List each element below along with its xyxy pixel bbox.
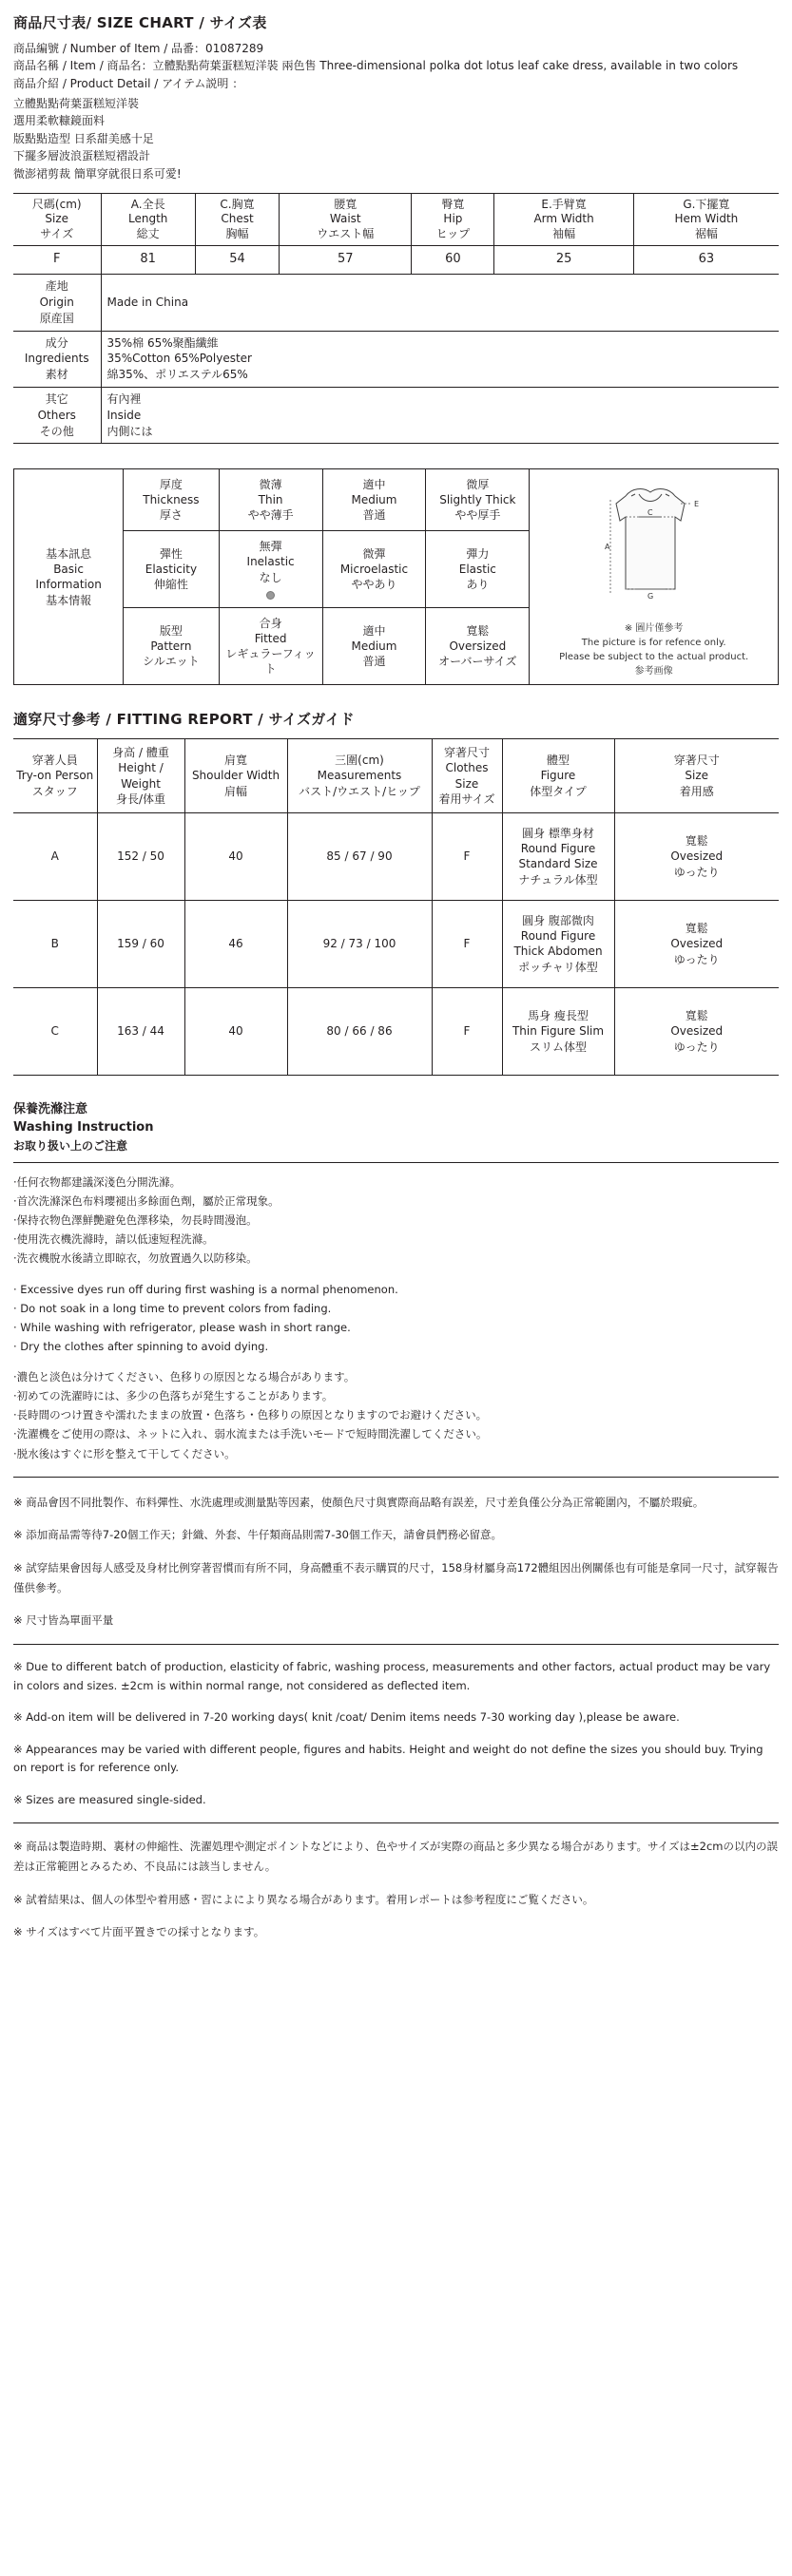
fit-line: 寬鬆 [685,1009,708,1023]
fit-col-measurements [287,739,432,813]
cell-wear-size [614,900,779,987]
opt-jp: あり [466,578,490,592]
washing-en-list [13,1280,779,1357]
fit-line: ゆったり [673,952,720,966]
wash-line: ‧洗衣機脫水後請立即晾衣，勿放置過久以防移染。 [13,1251,258,1266]
note-en: ※ Due to different batch of production, elasticity of fabric, washing process, measurements and other factors, actual product may be vary in colors and sizes. ±2cm is within normal range, not considered as deflected item. [13,1660,771,1692]
opt-jp: やや厚手 [454,508,501,523]
divider [13,1644,779,1645]
label-zh: 產地 [45,279,68,294]
opt-en: Fitted [254,631,287,645]
col-zh: G.下擺寬 [683,197,730,211]
cell-clothes-size: F [432,900,502,987]
table-row [13,900,779,987]
fit-line: ゆったり [673,1040,720,1054]
fit-line: Ovesized [670,937,724,951]
col-zh: 三圍(cm) [335,754,384,768]
col-zh: 尺碼(cm) [31,197,82,211]
note-zh: ※ 添加商品需等待7-20個工作天；針織、外套、牛仔類商品則需7-30個工作天，請會員們務必留意。 [13,1528,502,1542]
table-row [14,469,779,531]
fit-line: Ovesized [670,1024,724,1039]
col-jp: ヒップ [435,226,471,240]
col-jp: 胸幅 [225,226,249,240]
elasticity-option-inelastic[interactable] [219,531,322,608]
table-row [13,987,779,1075]
figure-line: 圓身 標準身材 [522,827,594,841]
cell-person: C [13,987,97,1075]
note-en: ※ Sizes are measured single-sided. [13,1792,206,1806]
note-zh: ※ 試穿結果會因每人感受及身材比例穿著習慣而有所不同，身高體重不表示購買的尺寸，158身材屬身高172體組因出例關係也有可能是拿同一尺寸，試穿報告僅供參考。 [13,1561,779,1594]
detail-line: 立體點點荷葉蛋糕短洋裝 [13,96,140,110]
col-en: Measurements [317,769,402,783]
figure-label-a: A [604,543,610,552]
value-line: 35%Cotton 65%Polyester [106,352,252,366]
divider [13,1822,779,1823]
label-zh: 版型 [159,623,183,638]
col-en: Height / Weight [118,761,164,791]
opt-jp: レギュラーフィット [225,647,316,677]
cell-figure [502,987,614,1075]
cell-person: B [13,900,97,987]
fit-col-clothes-size [432,739,502,813]
figure-line: 馬身 瘦長型 [528,1009,589,1023]
label-en: Pattern [150,639,192,653]
caption-line: The picture is for refence only. [581,638,726,649]
thickness-option-slightly-thick[interactable] [426,469,530,531]
fitting-report-table [13,738,779,1076]
radio-selected-icon [266,591,275,600]
pattern-option-medium[interactable] [322,607,426,685]
fit-line: 寬鬆 [685,922,708,936]
col-en: Try-on Person [16,769,94,783]
col-en: Size [45,212,69,226]
opt-en: Elastic [458,562,496,576]
basic-info-label [14,469,124,685]
thickness-option-thin[interactable] [219,469,322,531]
col-jp: 総丈 [136,226,160,240]
col-en: Shoulder Width [191,769,280,783]
figure-line: Thin Figure Slim [512,1024,605,1039]
size-chart-col-hip [412,193,494,246]
cell-shoulder: 40 [184,812,287,900]
figure-label-e: E [693,500,699,509]
wash-line: ‧保持衣物色澤鮮艷避免色澤移染，勿長時間漫泡。 [13,1213,258,1228]
col-en: Arm Width [533,212,594,226]
col-en: Length [127,212,168,226]
col-en: Hip [443,212,463,226]
cell-clothes-size: F [432,812,502,900]
label-en: Ingredients [24,352,89,366]
figure-caption [537,621,770,678]
divider [13,1477,779,1478]
wash-line: ‧長時間のつけ置きや濡れたままの放置・色落ち・色移りの原因となりますのでお避けください。 [13,1408,488,1422]
label-jp: 伸縮性 [153,578,188,592]
fitting-header-row [13,739,779,813]
opt-en: Slightly Thick [439,493,516,507]
value-line: 綿35%、ポリエステル65% [106,368,248,382]
note-zh: ※ 尺寸皆為單面平量 [13,1613,114,1628]
opt-zh: 寬鬆 [466,623,490,638]
product-meta [13,40,779,93]
cell-size: F [13,246,101,275]
label-en: Origin [39,296,74,310]
cell-height-weight: 152 / 50 [97,812,184,900]
note-zh: ※ 商品會因不同批製作、布料彈性、水洗處理或測量點等因素，使顏色尺寸與實際商品略有誤差，尺寸差負僅公分為正常範圍內，不屬於瑕疵。 [13,1495,705,1509]
fitting-report-title: 適穿尺寸參考 / FITTING REPORT / サイズガイド [13,711,355,729]
cell-chest: 54 [195,246,279,275]
col-en: Waist [329,212,361,226]
label-jp: その他 [39,424,74,438]
wash-line: ‧ Dry the clothes after spinning to avoid dying. [13,1339,269,1353]
basic-information-table [13,468,779,685]
label-en: Elasticity [145,562,198,576]
col-zh: 身高 / 體重 [112,746,169,760]
col-zh: 腰寬 [334,197,357,211]
divider [13,1162,779,1163]
fit-line: Ovesized [670,849,724,864]
col-jp: 着用サイズ [438,792,495,806]
wash-line: ‧首次洗滌深色布料瓔褪出多餘面色劑，屬於正常現象。 [13,1194,280,1209]
origin-label [13,275,101,331]
garment-figure [537,475,770,618]
label-zh: 基本訊息 [46,547,92,562]
elasticity-option-elastic[interactable] [426,531,530,608]
detail-line: 微澎裙剪裁 簡單穿就很日系可愛! [13,166,182,181]
note-en: ※ Add-on item will be delivered in 7-20 working days( knit /coat/ Denim items needs 7-30 working day ),please be aware. [13,1710,680,1725]
fit-col-figure [502,739,614,813]
table-row [13,275,779,331]
wash-line: ‧ Excessive dyes run off during first washing is a normal phenomenon. [13,1282,398,1296]
figure-line: ポッチャリ体型 [518,960,598,974]
washing-jp-list [13,1367,779,1463]
washing-title-zh: 保養洗滌注意 [13,1101,88,1116]
cell-clothes-size: F [432,987,502,1075]
cell-wear-size [614,812,779,900]
label-en2: Information [35,578,102,592]
value-line: 有內裡 [106,392,142,407]
opt-en: Thin [258,493,283,507]
item-number: 商品編號 / Number of Item / 品番：01087289 [13,41,264,55]
col-en: Hem Width [674,212,739,226]
note-jp: ※ サイズはすべて片面平置きでの採寸となります。 [13,1925,265,1939]
cell-hem: 63 [698,252,715,267]
ingredients-label [13,331,101,387]
note-en: ※ Appearances may be varied with different people, figures and habits. Height and weight do not define the sizes you should buy. Trying on report is for reference only. [13,1742,763,1775]
washing-title-jp: お取り扱い上のご注意 [13,1138,128,1153]
col-zh: E.手臂寬 [541,197,587,211]
label-en1: Basic [53,563,84,577]
cell-waist: 57 [280,246,412,275]
value-line: 35%棉 65%聚酯纖維 [106,335,219,350]
pattern-option-fitted[interactable] [219,607,322,685]
opt-en: Oversized [449,639,507,653]
item-detail-heading: 商品介紹 / Product Detail / アイテム説明 ： [13,76,244,90]
pattern-option-oversized[interactable] [426,607,530,685]
col-zh: 體型 [546,754,570,768]
col-en: Size [685,769,709,783]
cell-figure [502,812,614,900]
elasticity-label [124,531,220,608]
cell-shoulder: 40 [184,987,287,1075]
figure-line: Round Figure [520,842,596,856]
figure-line: ナチュラル体型 [518,872,598,887]
product-info-table [13,275,779,444]
wash-line: ‧脱水後はすぐに形を整えて干してください。 [13,1446,236,1460]
col-en: Clothes Size [445,761,489,791]
opt-zh: 適中 [362,623,386,638]
wash-line: ‧濃色と淡色は分けてください、色移りの原因となる場合があります。 [13,1370,356,1384]
label-jp: シルエット [143,655,200,669]
col-jp: 裾幅 [694,226,718,240]
opt-zh: 適中 [362,478,386,492]
opt-zh: 合身 [259,616,282,630]
opt-en: Medium [351,639,397,653]
figure-line: 圓身 腹部微肉 [522,914,594,928]
detail-line: 下擺多層波浪蛋糕短褶設計 [13,149,151,163]
col-en: Chest [221,212,254,226]
washing-zh-list [13,1173,779,1269]
col-jp: 身長/体重 [115,792,166,806]
thickness-label [124,469,220,531]
fit-col-shoulder [184,739,287,813]
size-chart-col-waist [280,193,412,246]
col-jp: 着用感 [679,784,714,798]
size-chart-col-hem [633,193,779,246]
opt-zh: 無彈 [259,540,282,554]
col-zh: A.全長 [130,197,165,211]
fit-col-wear-size [614,739,779,813]
figure-label-g: G [647,592,653,601]
others-value [101,388,779,444]
label-jp: 厚さ [159,508,183,523]
opt-zh: 微薄 [259,478,282,492]
opt-zh: 微厚 [466,478,490,492]
col-zh: 穿著尺寸 [673,754,720,768]
table-row [13,331,779,387]
wash-line: ‧任何衣物都建議深淺色分開洗滌。 [13,1174,182,1189]
caption-line: ※ 圖片僅參考 [624,623,684,635]
washing-instruction-section [13,1100,779,1463]
label-zh: 其它 [45,392,68,407]
fit-col-height-weight [97,739,184,813]
col-jp: サイズ [40,226,74,240]
wash-line: ‧ While washing with refrigerator, please wash in short range. [13,1320,351,1334]
figure-label-c: C [647,508,653,518]
dress-diagram-icon [551,475,757,618]
figure-line: Standard Size [518,857,598,871]
size-chart-table [13,193,779,276]
figure-line: Round Figure [520,929,596,944]
col-zh: 肩寬 [223,754,247,768]
elasticity-option-microelastic[interactable] [322,531,426,608]
figure-line: Thick Abdomen [513,945,603,959]
wash-line: ‧洗濯機をご使用の際は、ネットに入れ、弱水流または手洗いモードで短時間洗濯してください。 [13,1427,488,1441]
col-jp: バスト/ウエスト/ヒップ [299,784,420,798]
fit-col-person [13,739,97,813]
size-chart-header-row [13,193,779,246]
table-row [13,388,779,444]
detail-line: 選用柔軟糠鏡面料 [13,114,106,128]
figure-line: スリム体型 [529,1040,587,1054]
size-chart-col-size [13,193,101,246]
label-jp: 原産国 [39,311,74,325]
opt-jp: 普通 [362,655,386,669]
caption-line: 参考画像 [634,666,673,677]
cell-measurements: 85 / 67 / 90 [287,812,432,900]
opt-zh: 彈力 [466,546,490,561]
col-jp: ウエスト幅 [317,226,375,240]
opt-jp: やや薄手 [247,508,294,523]
opt-en: Inelastic [246,555,295,569]
cell-wear-size [614,987,779,1075]
ingredients-value [101,331,779,387]
item-name: 商品名稱 / Item / 商品名：立體點點荷葉蛋糕短洋裝 兩色售 Three-dimensional polka dot lotus leaf cake dress, available in two colors [13,59,739,73]
others-label [13,388,101,444]
col-zh: 穿著人員 [31,754,78,768]
cell-person: A [13,812,97,900]
washing-title-en: Washing Instruction [13,1120,154,1135]
opt-en: Medium [351,493,397,507]
cell-shoulder: 46 [184,900,287,987]
caption-line: Please be subject to the actual product. [559,652,749,663]
cell-measurements: 80 / 66 / 86 [287,987,432,1075]
opt-en: Microelastic [339,562,409,576]
cell-height-weight: 163 / 44 [97,987,184,1075]
label-en: Others [37,408,76,422]
opt-jp: ややあり [351,578,397,592]
col-jp: 肩幅 [223,784,247,798]
cell-arm: 25 [494,246,633,275]
label-zh: 成分 [45,335,68,350]
product-detail-list [13,95,779,183]
value-line: Inside [106,408,142,422]
page-title: 商品尺寸表/ SIZE CHART / サイズ表 [13,14,267,31]
thickness-option-medium[interactable] [322,469,426,531]
label-en: Thickness [143,493,200,507]
value-line: Made in China [106,296,189,310]
wash-line: ‧使用洗衣機洗滌時，請以低速短程洗滌。 [13,1232,214,1247]
note-jp: ※ 試着結果は、個人の体型や着用感・習によにより異なる場合があります。着用レポートは参考程度にご覧ください。 [13,1892,594,1906]
col-jp: スタッフ [31,784,78,798]
size-chart-col-arm [494,193,633,246]
size-chart-col-chest [195,193,279,246]
opt-jp: オーバーサイズ [438,655,517,669]
table-row [13,246,779,275]
col-zh: C.胸寬 [220,197,255,211]
col-jp: 袖幅 [552,226,576,240]
notes-section [13,1493,779,1942]
cell-length: 81 [101,246,195,275]
col-zh: 臀寬 [441,197,465,211]
pattern-label [124,607,220,685]
col-jp: 体型タイプ [530,784,587,798]
value-line: 内側には [106,424,153,438]
wash-line: ‧ Do not soak in a long time to prevent colors from fading. [13,1301,332,1315]
fit-line: ゆったり [673,865,720,879]
opt-jp: 普通 [362,508,386,523]
label-jp: 基本情報 [46,593,92,607]
garment-figure-cell [530,469,779,685]
size-chart-col-length [101,193,195,246]
col-zh: 穿著尺寸 [443,746,490,760]
note-jp: ※ 商品は製造時期、裏材の伸縮性、洗濯処理や測定ポイントなどにより、色やサイズが実際の商品と多少異なる場合があります。サイズは±2cmの以内の誤差は正常範囲とみるため、不良品には該当しません。 [13,1840,779,1874]
origin-value [101,275,779,331]
cell-measurements: 92 / 73 / 100 [287,900,432,987]
cell-figure [502,900,614,987]
fit-line: 寬鬆 [685,834,708,849]
label-jp: 素材 [45,368,68,382]
label-zh: 彈性 [159,546,183,561]
col-en: Figure [540,769,576,783]
table-row [13,812,779,900]
opt-jp: なし [259,570,282,584]
cell-hip: 60 [412,246,494,275]
opt-zh: 微彈 [362,546,386,561]
label-zh: 厚度 [159,478,183,492]
cell-height-weight: 159 / 60 [97,900,184,987]
detail-line: 版點點造型 日系甜美感十足 [13,131,154,145]
wash-line: ‧初めての洗濯時には、多少の色落ちが発生することがあります。 [13,1389,334,1403]
